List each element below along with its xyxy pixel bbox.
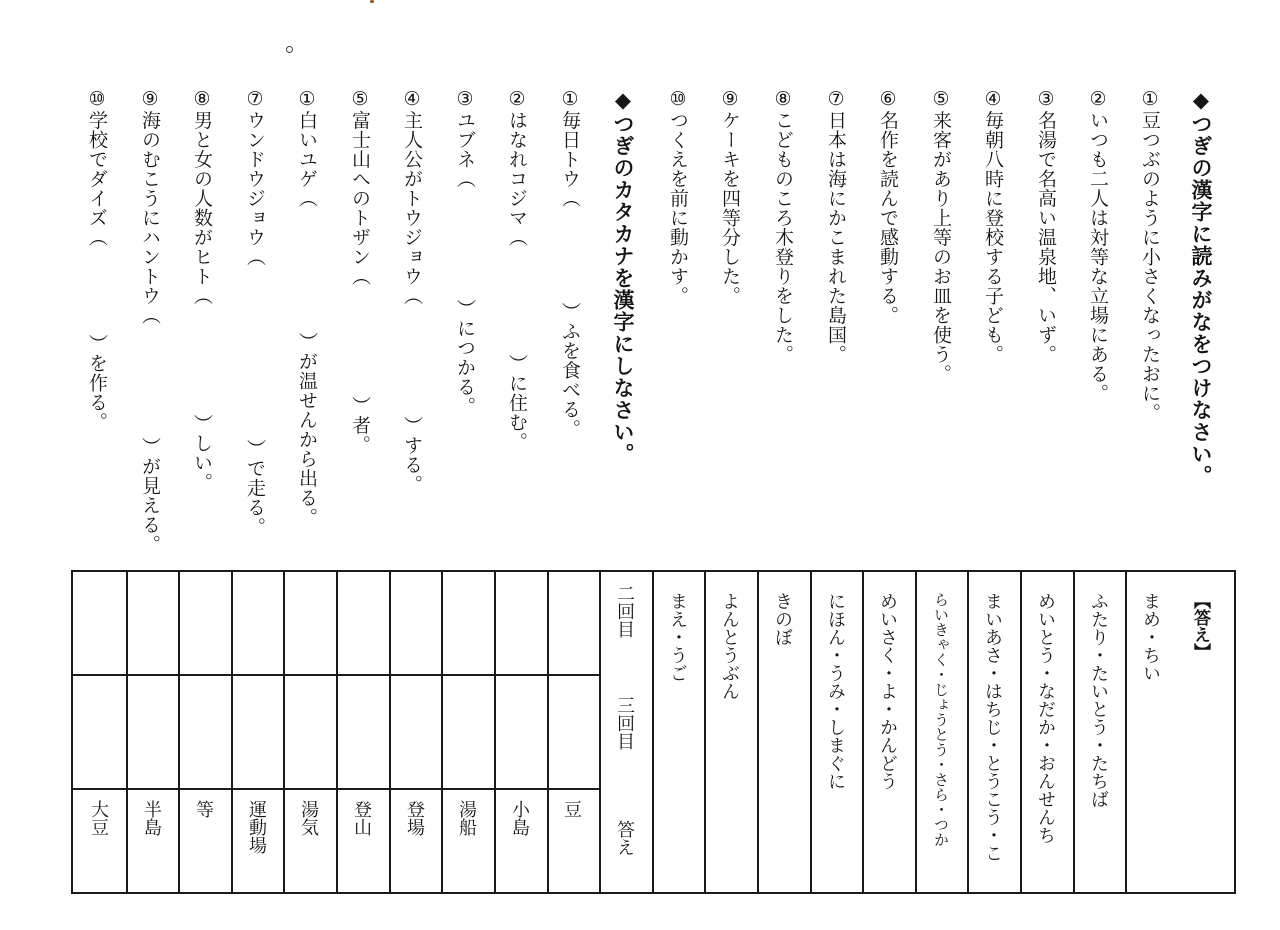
kanji-question-prompt: ③ユブネ（ bbox=[454, 88, 476, 189]
answer-table bbox=[71, 570, 1236, 894]
kanji-question-rest: ）する。 bbox=[401, 416, 423, 494]
col-line bbox=[1020, 570, 1022, 894]
kanji-answer: 等 bbox=[193, 800, 214, 818]
reading-answer: きのぼ bbox=[772, 592, 793, 646]
reading-question: ②いつも二人は対等な立場にある。 bbox=[1087, 88, 1109, 403]
col-line bbox=[599, 570, 601, 894]
kanji-question-rest: ）につかる。 bbox=[454, 299, 476, 416]
table-border-right bbox=[1234, 570, 1236, 894]
reading-question: ⑩つくえを前に動かす。 bbox=[667, 88, 689, 306]
reading-answer: めいとう・なだか・おんせんち bbox=[1035, 592, 1056, 844]
kanji-question-rest: ）が温せんから出る。 bbox=[296, 332, 318, 527]
kanji-question-prompt: ⑧男と女の人数がヒト（ bbox=[191, 88, 213, 306]
row-line bbox=[71, 788, 600, 790]
col-line bbox=[967, 570, 969, 894]
col-line bbox=[652, 570, 654, 894]
stray-dot bbox=[286, 46, 293, 53]
col-line bbox=[862, 570, 864, 894]
col-line bbox=[336, 570, 338, 894]
reading-answer: らいきゃく・じょうとう・さら・つか bbox=[932, 592, 950, 847]
kanji-answer: 大豆 bbox=[88, 800, 109, 836]
kanji-question-rest: ）しい。 bbox=[191, 414, 213, 492]
kanji-question-prompt: ②はなれコジマ（ bbox=[506, 88, 528, 247]
col-line bbox=[704, 570, 706, 894]
col-line bbox=[547, 570, 549, 894]
col-line bbox=[231, 570, 233, 894]
reading-question: ①豆つぶのように小さくなったおに。 bbox=[1139, 88, 1161, 423]
reading-question: ③名湯で名高い温泉地、いず。 bbox=[1035, 88, 1057, 364]
col-line bbox=[1073, 570, 1075, 894]
reading-answer: ふたり・たいとう・たちば bbox=[1088, 592, 1109, 808]
kanji-answer: 豆 bbox=[561, 800, 582, 818]
kanji-answer: 運動場 bbox=[246, 800, 267, 854]
answers-title: 【答え】 bbox=[1190, 592, 1210, 660]
header-third-attempt: 三回目 bbox=[614, 696, 635, 750]
kanji-answer: 小島 bbox=[509, 800, 530, 836]
col-line bbox=[810, 570, 812, 894]
reading-answer: まめ・ちい bbox=[1140, 592, 1161, 682]
kanji-question-rest: ）が見える。 bbox=[139, 437, 161, 554]
kanji-answer: 湯気 bbox=[298, 800, 319, 836]
kanji-question-rest: ）に住む。 bbox=[506, 354, 528, 452]
col-line bbox=[441, 570, 443, 894]
kanji-question-prompt: ①毎日トウ（ bbox=[559, 88, 581, 208]
kanji-answer: 登場 bbox=[404, 800, 425, 836]
kanji-question-rest: ）で走る。 bbox=[244, 439, 266, 537]
kanji-question-prompt: ④主人公がトウジョウ（ bbox=[401, 88, 423, 306]
reading-question: ④毎朝八時に登校する子ども。 bbox=[982, 88, 1004, 364]
kanji-question-prompt: ①白いユゲ（ bbox=[296, 88, 318, 208]
header-second-attempt: 二回目 bbox=[614, 584, 635, 638]
section-kanji-heading: ◆つぎのカタカナを漢字にしなさい。 bbox=[611, 88, 635, 465]
col-line bbox=[283, 570, 285, 894]
reading-answer: にほん・うみ・しまぐに bbox=[825, 592, 846, 790]
col-line bbox=[389, 570, 391, 894]
header-answer: 答え bbox=[614, 820, 635, 856]
reading-question: ⑥名作を読んで感動する。 bbox=[877, 88, 899, 325]
kanji-answer: 半島 bbox=[141, 800, 162, 836]
kanji-question-rest: ）を作る。 bbox=[86, 334, 108, 432]
reading-question: ⑨ケーキを四等分した。 bbox=[719, 88, 741, 306]
kanji-question-prompt: ⑨海のむこうにハントウ（ bbox=[139, 88, 161, 325]
kanji-answer: 登山 bbox=[351, 800, 372, 836]
col-line bbox=[494, 570, 496, 894]
kanji-question-prompt: ⑦ウンドウジョウ（ bbox=[244, 88, 266, 267]
reading-question: ⑧こどものころ木登りをした。 bbox=[772, 88, 794, 364]
reading-answer: まいあさ・はちじ・とうこう・こ bbox=[982, 592, 1003, 862]
kanji-question-rest: ）ふを食べる。 bbox=[559, 302, 581, 439]
section-reading-heading: ◆つぎの漢字に読みがなをつけなさい。 bbox=[1189, 88, 1213, 487]
col-line bbox=[915, 570, 917, 894]
table-border-left bbox=[71, 570, 73, 894]
reading-answer: まえ・うご bbox=[667, 592, 688, 682]
col-line bbox=[126, 570, 128, 894]
ink-speck bbox=[370, 0, 374, 3]
reading-question: ⑦日本は海にかこまれた島国。 bbox=[825, 88, 847, 364]
kanji-question-prompt: ⑤富士山へのトザン（ bbox=[349, 88, 371, 286]
col-line bbox=[757, 570, 759, 894]
kanji-answer: 湯船 bbox=[456, 800, 477, 836]
reading-answer: よんとうぶん bbox=[719, 592, 740, 700]
row-line bbox=[71, 674, 600, 676]
col-line bbox=[1125, 570, 1127, 894]
kanji-question-prompt: ⑩学校でダイズ（ bbox=[86, 88, 108, 247]
reading-answer: めいさく・よ・かんどう bbox=[877, 592, 898, 790]
col-line bbox=[178, 570, 180, 894]
reading-question: ⑤来客があり上等のお皿を使う。 bbox=[930, 88, 952, 384]
kanji-question-rest: ）者。 bbox=[349, 396, 371, 455]
